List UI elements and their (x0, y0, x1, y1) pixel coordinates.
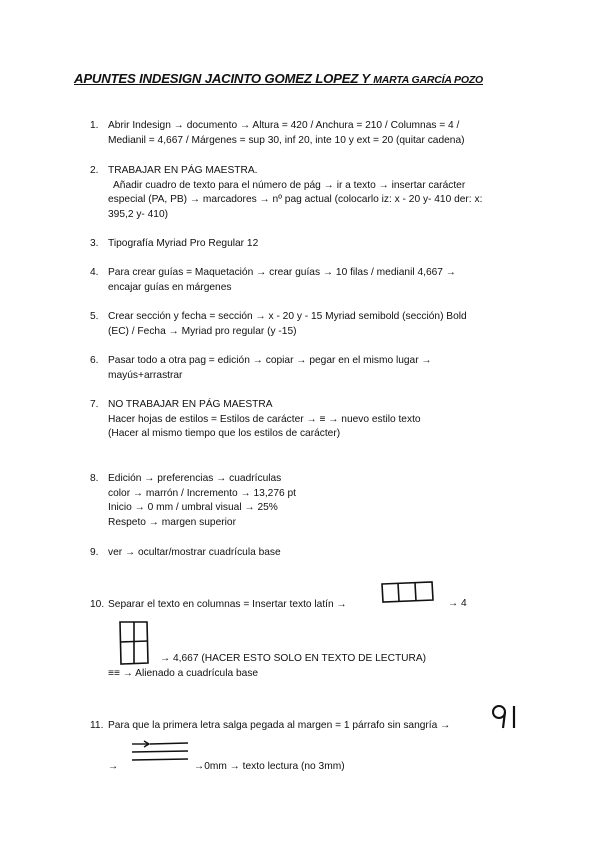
item-line: Inicio → 0 mm / umbral visual → 25% (108, 502, 278, 514)
item-line: ver → ocultar/mostrar cuadrícula base (108, 547, 281, 558)
item-line: → 4,667 (HACER ESTO SOLO EN TEXTO DE LECTURA) (160, 653, 427, 664)
item-line: Tipografía Myriad Pro Regular 12 (108, 238, 259, 249)
list-item (90, 266, 510, 295)
list-item (90, 354, 510, 383)
list-item (90, 164, 510, 223)
item-line: →0mm → texto lectura (no 3mm) (194, 761, 345, 772)
item-line: color → marrón / Incremento → 13,276 pt (108, 487, 296, 499)
pilcrow-sketch-icon (490, 702, 524, 730)
item-line: Abrir Indesign → documento → Altura = 420 / Anchura = 210 / Columnas = 4 / (108, 120, 460, 131)
item-line: → 4 (448, 598, 467, 609)
item-line: (Hacer al mismo tiempo que los estilos de carácter) (108, 428, 341, 440)
indent-lines-sketch-icon (128, 739, 192, 765)
item-line: 395,2 y- 410) (108, 209, 169, 221)
item-line: Añadir cuadro de texto para el número de pág → ir a texto → insertar carácter (113, 179, 466, 191)
item-number: 10. (90, 599, 105, 610)
item-line: Crear sección y fecha = sección → x - 20 y - 15 Myriad semibold (sección) Bold (108, 311, 467, 322)
item-number: 5. (90, 311, 99, 322)
item-number: 8. (90, 473, 99, 484)
list-item (90, 119, 510, 148)
arrow-text: → (108, 761, 119, 772)
list-item (90, 398, 510, 442)
document-title (74, 71, 544, 86)
item-line: especial (PA, PB) → marcadores → nº pag actual (colocarlo iz: x - 20 y- 410 der: x: (108, 194, 483, 206)
item-number: 11. (90, 720, 104, 731)
list-item (90, 719, 490, 734)
item-line: NO TRABAJAR EN PÁG MAESTRA (108, 399, 273, 410)
list-item (90, 472, 510, 531)
item-line: Hacer hojas de estilos = Estilos de carácter → ≡ → nuevo estilo texto (108, 413, 421, 425)
item-number: 6. (90, 355, 99, 366)
item-line: ≡≡ → Alienado a cuadrícula base (108, 668, 259, 679)
item-line: Edición → preferencias → cuadrículas (108, 473, 282, 484)
three-columns-sketch-icon (380, 578, 436, 606)
item-line: TRABAJAR EN PÁG MAESTRA. (108, 165, 258, 176)
item-number: 4. (90, 267, 99, 278)
item-line: (EC) / Fecha → Myriad pro regular (y -15) (108, 325, 297, 337)
item-line: Pasar todo a otra pag = edición → copiar → pegar en el mismo lugar → (108, 355, 432, 366)
grid-panels-sketch-icon (116, 619, 152, 667)
item-number: 2. (90, 165, 99, 176)
item-number: 7. (90, 399, 99, 410)
list-item (90, 310, 510, 339)
list-item (90, 546, 510, 561)
item-line: encajar guías en márgenes (108, 281, 232, 293)
list-item (90, 237, 510, 252)
title-sub: MARTA GARCÍA POZO (373, 74, 483, 86)
title-main: APUNTES INDESIGN JACINTO GOMEZ LOPEZ Y (74, 71, 370, 86)
item-line: Respeto → margen superior (108, 517, 236, 529)
item-line: Para crear guías = Maquetación → crear guías → 10 filas / medianil 4,667 → (108, 267, 456, 278)
item-number: 9. (90, 547, 99, 558)
list-item (90, 598, 510, 613)
item-number: 1. (90, 120, 99, 131)
item-line: Separar el texto en columnas = Insertar texto latín → (108, 599, 347, 610)
item-line: Para que la primera letra salga pegada al margen = 1 párrafo sin sangría → (108, 720, 451, 731)
item-line: Medianil = 4,667 / Márgenes = sup 30, inf 20, inte 10 y ext = 20 (quitar cadena) (108, 134, 465, 146)
item-line: mayús+arrastrar (108, 369, 183, 381)
item-number: 3. (90, 238, 99, 249)
